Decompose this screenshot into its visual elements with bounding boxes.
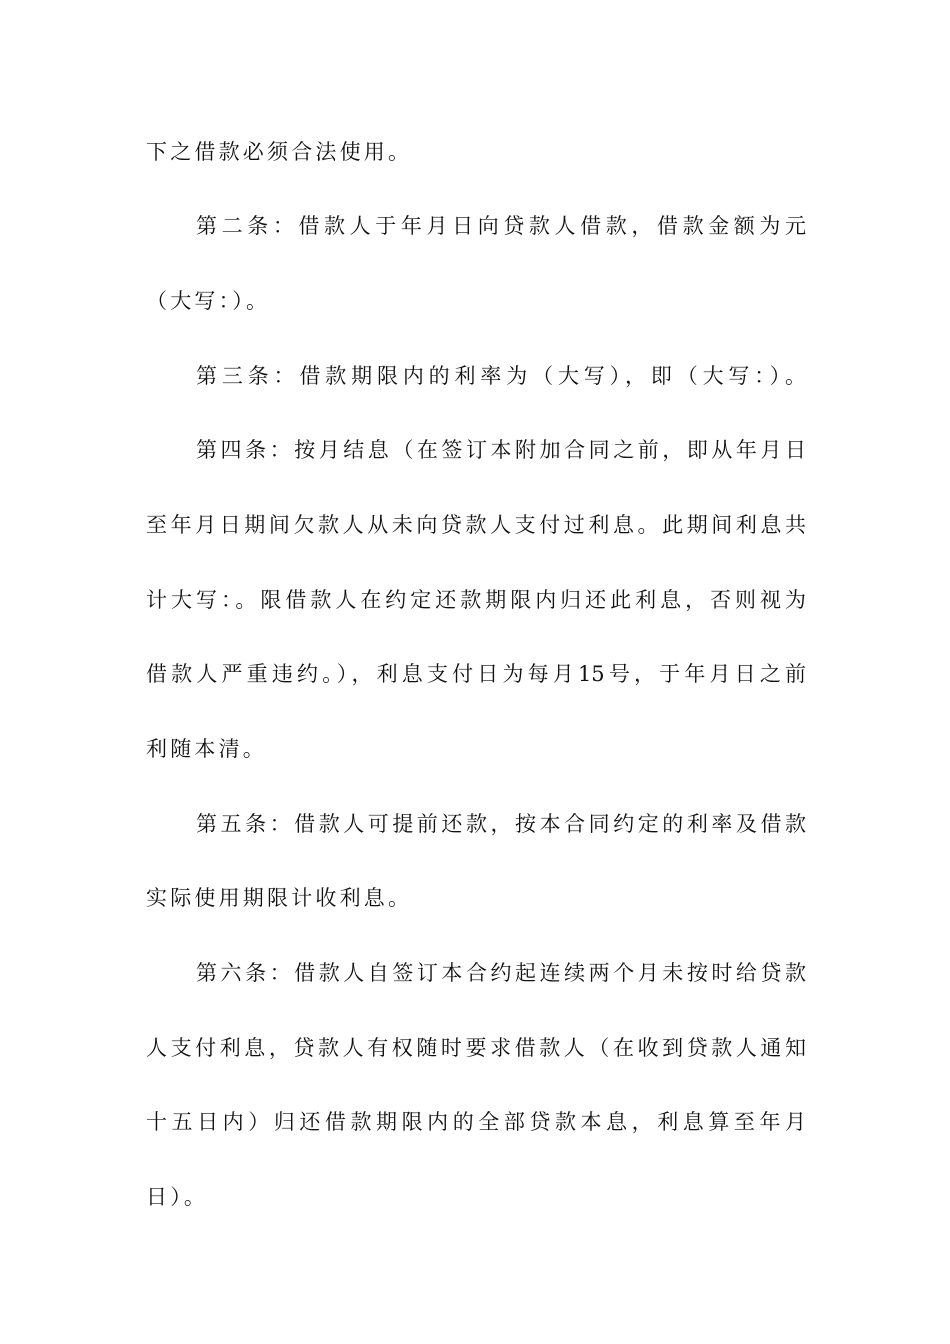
article-6-line-2: 人支付利息，贷款人有权随时要求借款人（在收到贷款人通知 [146,1036,806,1060]
article-2-line-2: （大写：）。 [146,289,271,313]
article-3-line-1: 第三条：借款期限内的利率为（大写），即（大写：）。 [196,364,806,388]
article-4-line-2: 至年月日期间欠款人从未向贷款人支付过利息。此期间利息共 [146,513,806,537]
article-5-line-1: 第五条：借款人可提前还款，按本合同约定的利率及借款 [196,812,806,836]
article-4-line-4: 借款人严重违约。），利息支付日为每月15号，于年月日之前 [146,662,806,686]
article-6-line-3: 十五日内）归还借款期限内的全部贷款本息，利息算至年月 [146,1110,806,1134]
article-4-line-1: 第四条：按月结息（在签订本附加合同之前，即从年月日 [196,438,806,462]
article-5-line-2: 实际使用期限计收利息。 [146,886,413,910]
article-2-line-1: 第二条：借款人于年月日向贷款人借款，借款金额为元 [196,214,806,238]
article-4-line-5: 利随本清。 [146,737,267,761]
article-6-line-1: 第六条：借款人自签订本合约起连续两个月未按时给贷款 [196,961,806,985]
article-6-line-4: 日）。 [146,1185,209,1209]
text-line-1: 下之借款必须合法使用。 [146,140,413,164]
article-4-line-3: 计大写：。限借款人在约定还款期限内归还此利息，否则视为 [146,588,806,612]
